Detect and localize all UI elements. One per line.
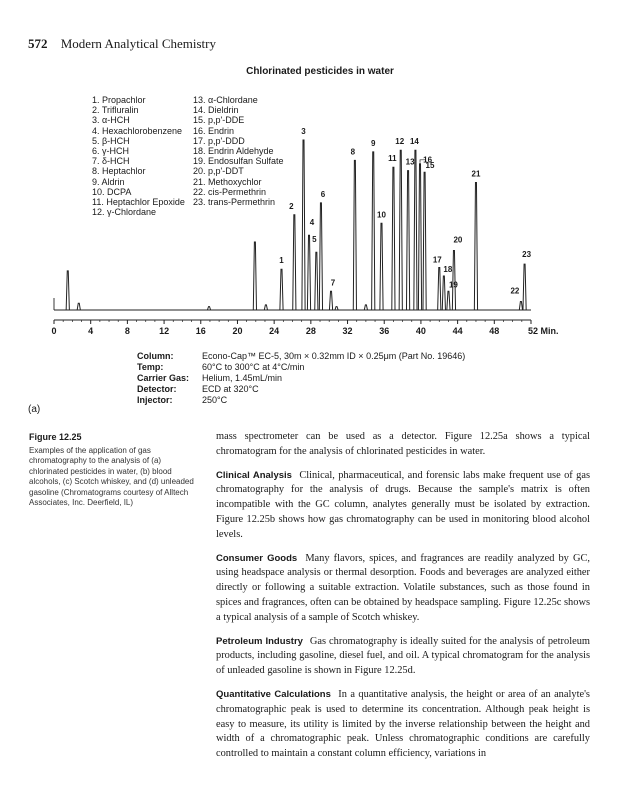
section-heading: Petroleum Industry xyxy=(216,635,303,647)
chromatogram xyxy=(0,0,640,345)
compound-item: 14. Dieldrin xyxy=(193,105,239,116)
condition-value: 60°C to 300°C at 4°C/min xyxy=(202,362,305,372)
peak-label: 20 xyxy=(453,235,463,245)
peak-5 xyxy=(315,252,318,310)
x-tick-label: 36 xyxy=(379,326,390,336)
unlabeled-peak xyxy=(77,303,80,310)
unlabeled-peak xyxy=(364,305,367,310)
figure-caption xyxy=(29,432,201,509)
peak-1 xyxy=(280,269,283,310)
section-heading: Quantitative Calculations xyxy=(216,688,331,700)
condition-row xyxy=(137,362,465,373)
peak-label: 1 xyxy=(279,256,284,266)
compound-item: 11. Heptachlor Epoxide xyxy=(92,197,185,208)
peak-label: 13 xyxy=(405,157,415,167)
peak-8 xyxy=(353,160,356,310)
section-heading: Consumer Goods xyxy=(216,552,298,564)
compound-item: 1. Propachlor xyxy=(92,95,146,105)
condition-value: Helium, 1.45mL/min xyxy=(202,373,283,383)
compound-item: 18. Endrin Aldehyde xyxy=(193,146,274,157)
compound-item: 17. p,p'-DDD xyxy=(193,135,245,146)
peak-label: 4 xyxy=(309,218,315,228)
unlabeled-peak xyxy=(66,271,69,310)
x-tick-label: 16 xyxy=(195,326,206,336)
peak-label: 3 xyxy=(301,127,306,136)
condition-label: Temp: xyxy=(137,362,164,372)
condition-label: Injector: xyxy=(137,395,173,405)
compound-item: 15. p,p'-DDE xyxy=(193,115,245,126)
peak-label: 16 xyxy=(423,155,433,165)
paragraph xyxy=(216,635,590,679)
paragraph-text: Clinical, pharmaceutical, and forensic labs make frequent use of gas chromatography for the analysis of drugs. Because the sample's matrix is often incompatible with the GC column, analytes generally must be isolated by extraction. Figure 12.25b shows how gas chromatography can be used in monitoring blood alcohol levels. xyxy=(216,469,590,540)
condition-row xyxy=(137,384,465,395)
unlabeled-peak xyxy=(253,242,256,310)
peak-label: 22 xyxy=(510,286,520,296)
unlabeled-peak xyxy=(207,307,210,310)
paragraph-text: Gas chromatography is ideally suited for the analysis of petroleum products, including gasoline, diesel fuel, and oil. A typical chromatogram for the analysis of unleaded gasoline is shown in Figure 12.25d. xyxy=(216,635,590,677)
peak-label: 9 xyxy=(370,138,376,148)
peak-label: 18 xyxy=(443,265,453,274)
compound-item: 2. Trifluralin xyxy=(92,105,139,116)
panel-label: (a) xyxy=(28,404,41,415)
peak-23 xyxy=(523,264,526,310)
peak-label: 8 xyxy=(350,147,356,157)
peak-label: 10 xyxy=(377,210,386,220)
compound-item: 5. β-HCH xyxy=(92,135,130,146)
x-tick-label: 4 xyxy=(88,326,94,336)
compound-item: 4. Hexachlorobenzene xyxy=(92,125,183,136)
compound-item: 3. α-HCH xyxy=(92,115,130,126)
paragraph: mass spectrometer can be used as a detector. Figure 12.25a shows a typical chromatogram for the analysis of chlorinated pesticides in water. xyxy=(216,431,590,457)
compound-item: 19. Endosulfan Sulfate xyxy=(193,156,284,167)
condition-value: Econo-Cap™ EC-5, 30m × 0.32mm ID × 0.25μm (Part No. 19646) xyxy=(202,351,466,361)
compound-item: 13. α-Chlordane xyxy=(193,95,258,105)
chart-title: Chlorinated pesticides in water xyxy=(246,66,394,77)
compound-item: 9. Aldrin xyxy=(92,176,125,187)
compound-item: 8. Heptachlor xyxy=(92,166,146,177)
running-title: Modern Analytical Chemistry xyxy=(60,36,217,51)
x-tick-label: 48 xyxy=(489,326,500,336)
peak-22 xyxy=(519,302,522,311)
peak-6 xyxy=(319,203,322,310)
x-tick-label: 32 xyxy=(342,326,353,336)
x-tick-label: 8 xyxy=(124,326,130,336)
condition-value: 250°C xyxy=(202,395,228,405)
compound-item: 6. γ-HCH xyxy=(92,146,130,157)
figure-caption-text: Examples of the application of gas chromatography to the analysis of (a) chlorinated pesticides in water, (b) blood alcohols, (c) Scotch whiskey, and (d) unleaded gasoline (Chromatograms courtesy of Alltech Associates, Inc. Deerfield, IL) xyxy=(29,445,194,507)
compound-item: 20. p,p'-DDT xyxy=(193,166,244,177)
compound-item: 12. γ-Chlordane xyxy=(92,207,157,218)
peak-label: 11 xyxy=(388,154,397,164)
peak-2 xyxy=(293,215,296,310)
x-tick-label: 40 xyxy=(415,326,426,336)
peak-9 xyxy=(372,152,375,310)
x-tick-label: 12 xyxy=(159,326,170,336)
peak-12 xyxy=(399,150,402,310)
peak-label: 5 xyxy=(312,235,317,245)
x-tick-label: 24 xyxy=(269,326,280,336)
peak-label: 12 xyxy=(395,137,405,147)
peak-4 xyxy=(307,235,310,310)
paragraph xyxy=(216,552,590,626)
x-tick-label: 44 xyxy=(452,326,463,336)
condition-row xyxy=(137,395,465,406)
x-tick-label: 52 Min. xyxy=(528,326,559,336)
page-number: 572 xyxy=(28,36,48,51)
peak-19 xyxy=(447,291,450,310)
peak-16 xyxy=(423,172,426,310)
condition-label: Column: xyxy=(137,351,174,361)
peak-21 xyxy=(474,183,477,311)
compound-item: 22. cis-Permethrin xyxy=(193,186,267,197)
x-tick-label: 20 xyxy=(232,326,243,336)
peak-7 xyxy=(329,291,332,310)
condition-row xyxy=(137,351,465,362)
condition-value: ECD at 320°C xyxy=(202,384,259,394)
peak-label: 19 xyxy=(448,280,458,290)
figure-label: Figure 12.25 xyxy=(29,432,82,442)
x-tick-label: 0 xyxy=(51,326,57,336)
peak-label: 14 xyxy=(409,137,419,147)
section-heading: Clinical Analysis xyxy=(216,469,292,481)
condition-label: Carrier Gas: xyxy=(137,373,190,383)
peak-label: 15 xyxy=(425,160,435,170)
condition-row xyxy=(137,373,465,384)
compound-item: 7. δ-HCH xyxy=(92,156,130,167)
compound-item: 23. trans-Permethrin xyxy=(193,197,276,208)
compound-item: 21. Methoxychlor xyxy=(193,176,262,187)
peak-13 xyxy=(406,171,409,310)
compound-item: 10. DCPA xyxy=(92,186,132,197)
peak-3 xyxy=(302,140,305,310)
body-text xyxy=(216,430,590,771)
peak-label: 21 xyxy=(471,169,481,179)
unlabeled-peak xyxy=(335,307,338,310)
peak-10 xyxy=(380,223,383,310)
paragraph xyxy=(216,688,590,762)
instrument-conditions xyxy=(137,351,465,406)
peak-label: 6 xyxy=(320,189,326,199)
peak-label: 2 xyxy=(289,201,294,211)
paragraph-text: Many flavors, spices, and fragrances are readily analyzed by GC, using headspace analysis or thermal desorption. Foods and beverages are analyzed either directly or following a suitable extraction. Volatile substances, such as those found in spices and fragrances, often can be obtained by headspace sampling. Figure 12.25c shows a typical analysis of a sample of Scotch whiskey. xyxy=(216,552,591,623)
peak-label: 23 xyxy=(522,250,532,260)
peak-17 xyxy=(438,268,441,311)
compound-item: 16. Endrin xyxy=(193,125,235,136)
paragraph-text: In a quantitative analysis, the height or area of an analyte's chromatographic peak is used to determine its concentration. Although peak height is easy to measure, its utility is limited by the inverse relationship between the height and width of a chromatographic peak. Unless chromatographic conditions are carefully controlled to maintain a constant column efficiency, variations in xyxy=(216,688,590,760)
paragraph xyxy=(216,469,590,543)
peak-15 xyxy=(418,164,421,310)
peak-18 xyxy=(442,276,445,310)
peak-label: 7 xyxy=(330,278,336,288)
condition-label: Detector: xyxy=(137,384,177,394)
peak-14 xyxy=(414,150,417,310)
unlabeled-peak xyxy=(264,305,267,310)
x-tick-label: 28 xyxy=(305,326,316,336)
peak-11 xyxy=(392,167,395,310)
peak-label: 17 xyxy=(432,255,442,265)
